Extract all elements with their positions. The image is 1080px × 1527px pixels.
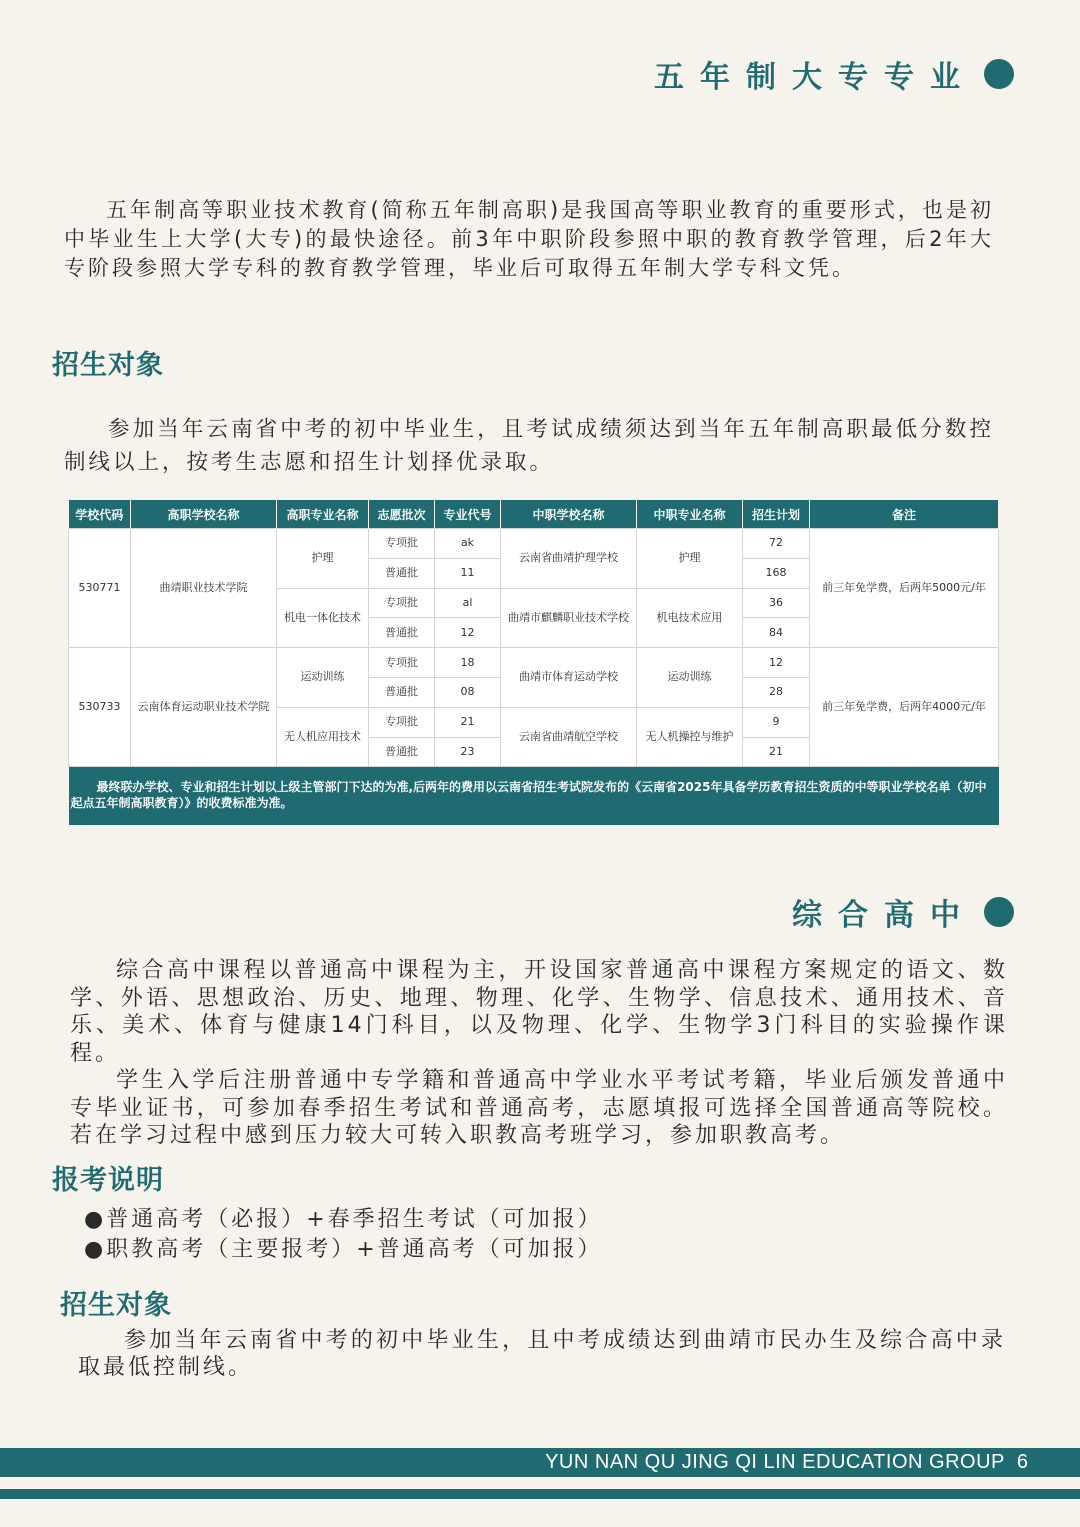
cell-plan: 168 bbox=[743, 558, 810, 588]
cell-mid-school: 云南省曲靖航空学校 bbox=[501, 707, 637, 767]
cell-batch: 专项批 bbox=[369, 648, 435, 678]
cell-batch: 普通批 bbox=[369, 618, 435, 648]
section-title-five-year bbox=[654, 52, 1014, 96]
header-code: 专业代号 bbox=[435, 500, 501, 529]
comprehensive-paragraph-1: 综合高中课程以普通高中课程为主，开设国家普通高中课程方案规定的语文、数学、外语、思想政治、历史、地理、物理、化学、生物学、信息技术、通用技术、音乐、美术、体育与健康14门科目，以及物理、化学、生物学3门科目的实验操作课程。 bbox=[70, 958, 1008, 1066]
table-note-row bbox=[69, 767, 999, 826]
cell-plan: 21 bbox=[743, 737, 810, 767]
header-batch: 志愿批次 bbox=[369, 500, 435, 529]
cell-mid-school: 曲靖市麒麟职业技术学校 bbox=[501, 588, 637, 648]
intro-paragraph: 五年制高等职业技术教育(简称五年制高职)是我国高等职业教育的重要形式，也是初中毕业生上大学(大专)的最快途径。前3年中职阶段参照中职的教育教学管理，后2年大专阶段参照大学专科的教育教学管理，毕业后可取得五年制大学专科文凭。 bbox=[64, 198, 994, 280]
footer-bar bbox=[0, 1448, 1080, 1477]
enrollment-table-wrapper bbox=[68, 500, 999, 825]
cell-mid-school: 云南省曲靖护理学校 bbox=[501, 529, 637, 589]
cell-school-name: 云南体育运动职业技术学院 bbox=[131, 648, 277, 767]
cell-code: 18 bbox=[435, 648, 501, 678]
cell-batch: 普通批 bbox=[369, 677, 435, 707]
cell-school-name: 曲靖职业技术学院 bbox=[131, 529, 277, 648]
cell-code: al bbox=[435, 588, 501, 618]
footer-text: YUN NAN QU JING QI LIN EDUCATION GROUP bbox=[545, 1451, 1005, 1473]
cell-remark: 前三年免学费，后两年5000元/年 bbox=[810, 529, 999, 648]
cell-mid-major: 运动训练 bbox=[637, 648, 743, 708]
cell-mid-major: 机电技术应用 bbox=[637, 588, 743, 648]
footer-bottom-bar bbox=[0, 1489, 1080, 1499]
cell-code: 08 bbox=[435, 677, 501, 707]
header-mid-school: 中职学校名称 bbox=[501, 500, 637, 529]
target-heading-1: 招生对象 bbox=[52, 350, 164, 381]
cell-code: 11 bbox=[435, 558, 501, 588]
cell-code: 23 bbox=[435, 737, 501, 767]
header-major: 高职专业名称 bbox=[277, 500, 369, 529]
cell-school-code: 530771 bbox=[69, 529, 131, 648]
header-school-code: 学校代码 bbox=[69, 500, 131, 529]
target-paragraph-2: 参加当年云南省中考的初中毕业生，且中考成绩达到曲靖市民办生及综合高中录取最低控制线。 bbox=[78, 1328, 1006, 1380]
cell-major: 机电一体化技术 bbox=[277, 588, 369, 648]
cell-major: 运动训练 bbox=[277, 648, 369, 708]
title-dot-icon bbox=[984, 897, 1014, 927]
exam-item: ●职教高考（主要报考）+普通高考（可加报） bbox=[84, 1237, 603, 1262]
table-note: 最终联办学校、专业和招生计划以上级主管部门下达的为准,后两年的费用以云南省招生考试院发布的《云南省2025年具备学历教育招生资质的中等职业学校名单（初中起点五年制高职教育）》的收费标准为准。 bbox=[69, 767, 999, 826]
cell-plan: 36 bbox=[743, 588, 810, 618]
header-school-name: 高职学校名称 bbox=[131, 500, 277, 529]
cell-batch: 专项批 bbox=[369, 707, 435, 737]
cell-batch: 专项批 bbox=[369, 529, 435, 559]
cell-mid-school: 曲靖市体育运动学校 bbox=[501, 648, 637, 708]
cell-major: 无人机应用技术 bbox=[277, 707, 369, 767]
cell-batch: 普通批 bbox=[369, 558, 435, 588]
header-plan: 招生计划 bbox=[743, 500, 810, 529]
page-number: 6 bbox=[1016, 1451, 1028, 1473]
table-header-row bbox=[69, 500, 999, 529]
enrollment-table bbox=[68, 500, 999, 825]
cell-code: 12 bbox=[435, 618, 501, 648]
cell-school-code: 530733 bbox=[69, 648, 131, 767]
cell-plan: 12 bbox=[743, 648, 810, 678]
section-title-text: 五年制大专专业 bbox=[654, 60, 976, 95]
cell-mid-major: 护理 bbox=[637, 529, 743, 589]
header-mid-major: 中职专业名称 bbox=[637, 500, 743, 529]
cell-remark: 前三年免学费，后两年4000元/年 bbox=[810, 648, 999, 767]
cell-batch: 普通批 bbox=[369, 737, 435, 767]
cell-code: 21 bbox=[435, 707, 501, 737]
table-row bbox=[69, 529, 999, 559]
cell-plan: 84 bbox=[743, 618, 810, 648]
exam-heading: 报考说明 bbox=[52, 1165, 164, 1196]
title-dot-icon bbox=[984, 59, 1014, 89]
table-row bbox=[69, 648, 999, 678]
cell-major: 护理 bbox=[277, 529, 369, 589]
section-title-comprehensive bbox=[792, 890, 1014, 934]
cell-plan: 72 bbox=[743, 529, 810, 559]
cell-batch: 专项批 bbox=[369, 588, 435, 618]
exam-item: ●普通高考（必报）+春季招生考试（可加报） bbox=[84, 1207, 603, 1232]
cell-code: ak bbox=[435, 529, 501, 559]
cell-mid-major: 无人机操控与维护 bbox=[637, 707, 743, 767]
section-title-text: 综合高中 bbox=[792, 898, 976, 933]
target-heading-2: 招生对象 bbox=[60, 1290, 172, 1321]
comprehensive-paragraph-2: 学生入学后注册普通中专学籍和普通高中学业水平考试考籍，毕业后颁发普通中专毕业证书，可参加春季招生考试和普通高考，志愿填报可选择全国普通高等院校。若在学习过程中感到压力较大可转入职教高考班学习，参加职教高考。 bbox=[70, 1068, 1008, 1148]
cell-plan: 28 bbox=[743, 677, 810, 707]
header-remark: 备注 bbox=[810, 500, 999, 529]
target-paragraph-1: 参加当年云南省中考的初中毕业生，且考试成绩须达到当年五年制高职最低分数控制线以上，按考生志愿和招生计划择优录取。 bbox=[64, 417, 994, 475]
cell-plan: 9 bbox=[743, 707, 810, 737]
